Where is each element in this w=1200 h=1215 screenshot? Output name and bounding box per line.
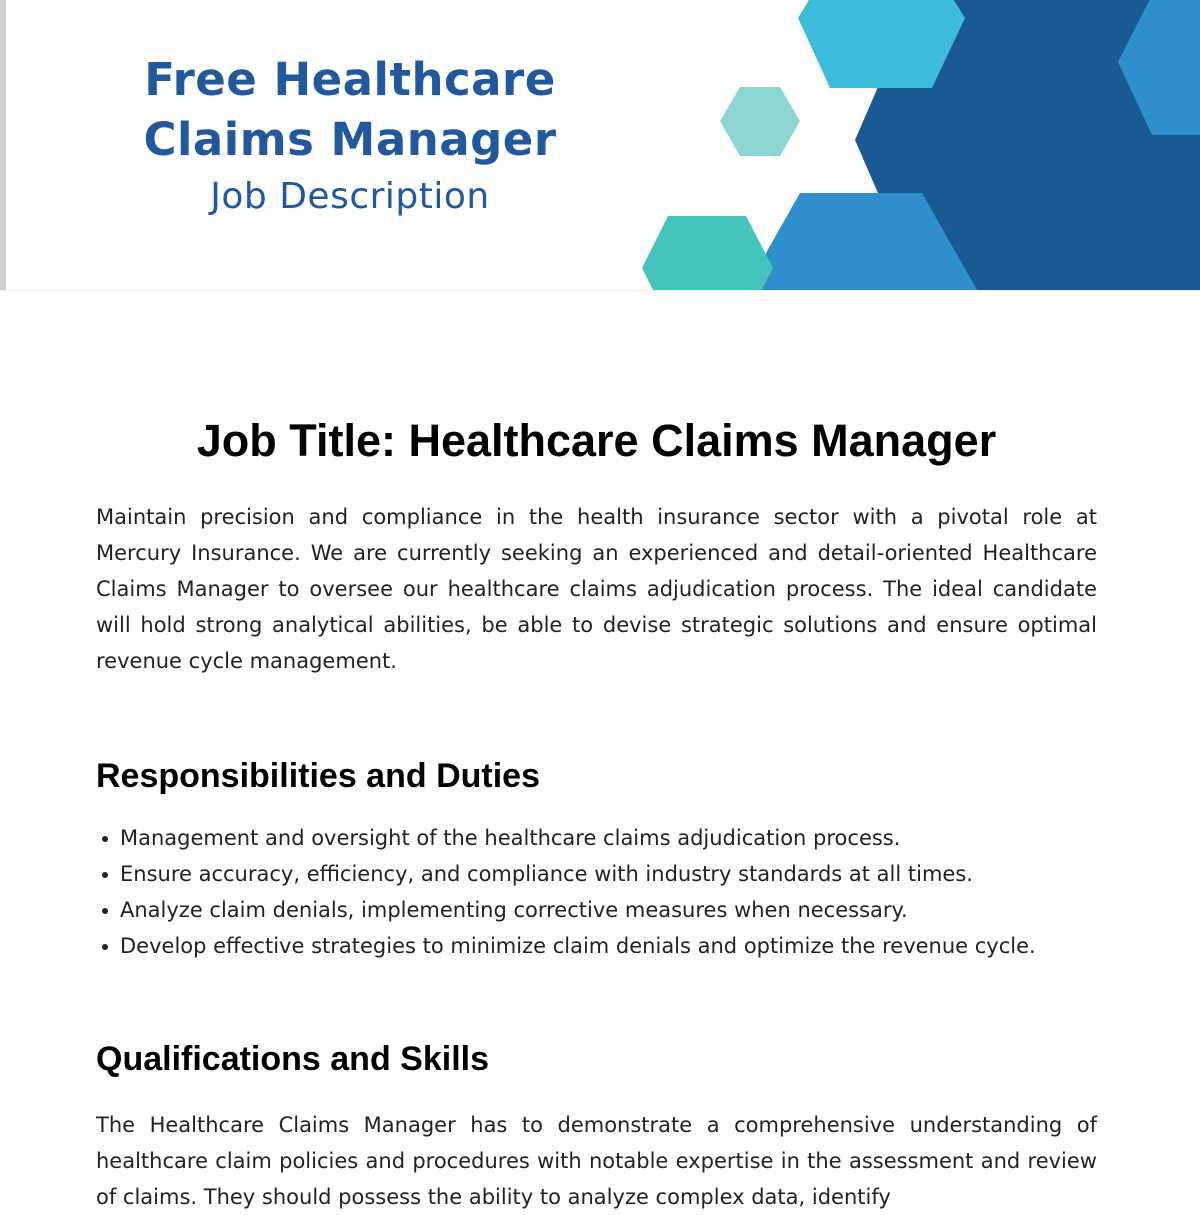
hexagon-teal-bottom: [642, 216, 773, 290]
job-title: Job Title: Healthcare Claims Manager: [196, 415, 997, 466]
responsibilities-heading: Responsibilities and Duties: [96, 757, 540, 795]
list-item-text: Develop effective strategies to minimize claim denials and optimize the revenue cycle.: [120, 934, 1036, 958]
bullet-icon: [102, 944, 108, 950]
intro-paragraph: Maintain precision and compliance in the health insurance sector with a pivotal role at Mercury Insurance. We are currently seeking an experienced and detail-oriented Healthcare Claims Manager to oversee our healthcare claims adjudication process. The ideal candidate will hold strong analytical abilities, be able to devise strategic solutions and ensure optimal revenue cycle management.: [96, 505, 1097, 673]
list-item-text: Analyze claim denials, implementing corrective measures when necessary.: [120, 898, 908, 922]
bullet-icon: [102, 908, 108, 914]
responsibilities-list: [96, 820, 1097, 964]
header-banner: [0, 0, 1200, 291]
document-body: [96, 405, 1097, 1215]
bullet-icon: [102, 836, 108, 842]
list-item: [96, 856, 1097, 892]
list-item-text: Management and oversight of the healthcare claims adjudication process.: [120, 826, 901, 850]
banner-title-line2: Claims Manager: [143, 113, 557, 166]
list-item: [96, 820, 1097, 856]
banner-title-line1: Free Healthcare: [144, 53, 556, 106]
banner-subtitle: Job Description: [210, 176, 490, 217]
qualifications-paragraph: The Healthcare Claims Manager has to demonstrate a comprehensive understanding of healthcare claim policies and procedures with notable expertise in the assessment and review of claims. They should possess the ability to analyze complex data, identify: [96, 1113, 1097, 1209]
list-item-text: Ensure accuracy, efficiency, and compliance with industry standards at all times.: [120, 862, 973, 886]
qualifications-heading: Qualifications and Skills: [96, 1040, 489, 1078]
bullet-icon: [102, 872, 108, 878]
hexagon-pale-teal: [720, 87, 800, 156]
list-item: [96, 892, 1097, 928]
list-item: [96, 928, 1097, 964]
